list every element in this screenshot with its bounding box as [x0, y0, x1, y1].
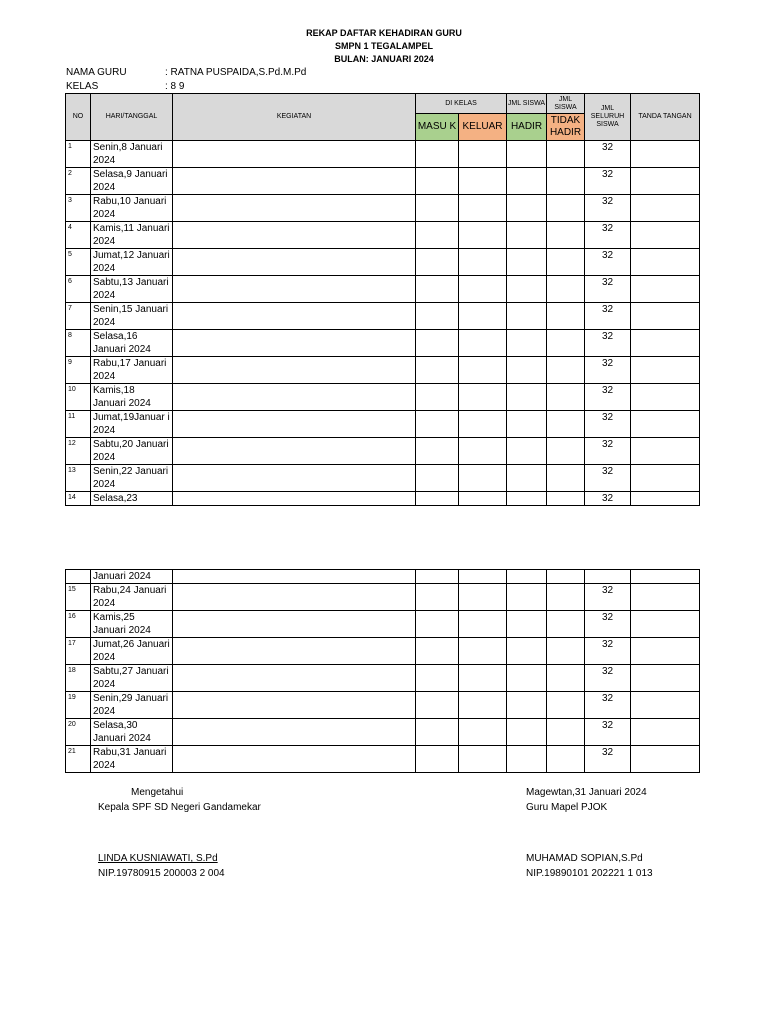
- row-signature: [631, 492, 700, 506]
- header-masuk: MASU K: [416, 114, 459, 141]
- row-masuk: [416, 168, 459, 195]
- row-date: Senin,29 Januari 2024: [91, 692, 173, 719]
- table-row: [66, 249, 700, 276]
- row-tidak-hadir: [547, 719, 585, 746]
- table-row: [66, 303, 700, 330]
- row-masuk: [416, 638, 459, 665]
- row-no: 19: [66, 692, 91, 719]
- row-total: 32: [585, 384, 631, 411]
- row-activity: [173, 384, 416, 411]
- row-signature: [631, 719, 700, 746]
- row-signature: [631, 584, 700, 611]
- row-keluar: [459, 584, 507, 611]
- row-hadir: [507, 357, 547, 384]
- table-row: [66, 719, 700, 746]
- row-total: 32: [585, 638, 631, 665]
- row-date: Senin,22 Januari 2024: [91, 465, 173, 492]
- row-hadir: [507, 195, 547, 222]
- left-name: LINDA KUSNIAWATI, S.Pd: [98, 853, 218, 864]
- teacher-value: : RATNA PUSPAIDA,S.Pd.M.Pd: [165, 67, 307, 78]
- document-title: REKAP DAFTAR KEHADIRAN GURU: [306, 28, 462, 38]
- row-no: 15: [66, 584, 91, 611]
- row-signature: [631, 141, 700, 168]
- row-hadir: [507, 249, 547, 276]
- attendance-table-page-1: [65, 93, 700, 506]
- row-activity: [173, 465, 416, 492]
- row-tidak-hadir: [547, 570, 585, 584]
- row-hadir: [507, 465, 547, 492]
- row-keluar: [459, 222, 507, 249]
- row-signature: [631, 384, 700, 411]
- table-row: [66, 384, 700, 411]
- row-tidak-hadir: [547, 276, 585, 303]
- row-tidak-hadir: [547, 411, 585, 438]
- attendance-table-page-2: [65, 569, 700, 773]
- table-row: [66, 357, 700, 384]
- row-keluar: [459, 195, 507, 222]
- table-row: [66, 665, 700, 692]
- row-signature: [631, 357, 700, 384]
- right-place-date: Magewtan,31 Januari 2024: [526, 787, 647, 798]
- row-hadir: [507, 141, 547, 168]
- school-name: SMPN 1 TEGALAMPEL: [334, 41, 433, 51]
- row-tidak-hadir: [547, 330, 585, 357]
- row-activity: [173, 746, 416, 773]
- table-row: [66, 692, 700, 719]
- row-activity: [173, 570, 416, 584]
- class-value: : 8 9: [165, 81, 185, 92]
- row-masuk: [416, 330, 459, 357]
- row-hadir: [507, 438, 547, 465]
- row-no: 10: [66, 384, 91, 411]
- row-activity: [173, 692, 416, 719]
- row-masuk: [416, 570, 459, 584]
- row-masuk: [416, 195, 459, 222]
- row-masuk: [416, 611, 459, 638]
- row-hadir: [507, 168, 547, 195]
- row-keluar: [459, 168, 507, 195]
- header-date: HARI/TANGGAL: [91, 94, 173, 141]
- row-total: [585, 570, 631, 584]
- row-no: 13: [66, 465, 91, 492]
- row-tidak-hadir: [547, 746, 585, 773]
- row-hadir: [507, 584, 547, 611]
- row-masuk: [416, 141, 459, 168]
- header-tidak-hadir: TIDAK HADIR: [547, 114, 585, 141]
- class-label: KELAS: [66, 81, 99, 92]
- row-activity: [173, 222, 416, 249]
- row-masuk: [416, 384, 459, 411]
- row-hadir: [507, 276, 547, 303]
- row-keluar: [459, 141, 507, 168]
- row-total: 32: [585, 465, 631, 492]
- row-no: 12: [66, 438, 91, 465]
- row-hadir: [507, 303, 547, 330]
- row-tidak-hadir: [547, 249, 585, 276]
- row-masuk: [416, 692, 459, 719]
- row-date: Jumat,26 Januari 2024: [91, 638, 173, 665]
- row-total: 32: [585, 249, 631, 276]
- left-nip: NIP.19780915 200003 2 004: [98, 868, 225, 879]
- row-total: 32: [585, 692, 631, 719]
- row-total: 32: [585, 746, 631, 773]
- row-total: 32: [585, 168, 631, 195]
- row-signature: [631, 438, 700, 465]
- row-signature: [631, 465, 700, 492]
- row-no: 20: [66, 719, 91, 746]
- row-no: 5: [66, 249, 91, 276]
- row-keluar: [459, 665, 507, 692]
- row-no: 1: [66, 141, 91, 168]
- right-role: Guru Mapel PJOK: [526, 802, 608, 813]
- row-date: Sabtu,13 Januari 2024: [91, 276, 173, 303]
- row-activity: [173, 249, 416, 276]
- header-absent-count: JML SISWA: [547, 94, 585, 114]
- table-row: [66, 492, 700, 506]
- teacher-label: NAMA GURU: [66, 67, 127, 78]
- row-hadir: [507, 492, 547, 506]
- row-tidak-hadir: [547, 357, 585, 384]
- row-date: Rabu,24 Januari 2024: [91, 584, 173, 611]
- row-total: 32: [585, 719, 631, 746]
- header-hadir: HADIR: [507, 114, 547, 141]
- row-masuk: [416, 719, 459, 746]
- table-row: [66, 411, 700, 438]
- row-tidak-hadir: [547, 222, 585, 249]
- row-tidak-hadir: [547, 168, 585, 195]
- row-signature: [631, 222, 700, 249]
- row-signature: [631, 195, 700, 222]
- row-date: Kamis,18 Januari 2024: [91, 384, 173, 411]
- row-total: 32: [585, 438, 631, 465]
- left-role: Kepala SPF SD Negeri Gandamekar: [98, 802, 261, 813]
- row-date: Sabtu,20 Januari 2024: [91, 438, 173, 465]
- row-activity: [173, 719, 416, 746]
- row-no: 3: [66, 195, 91, 222]
- row-masuk: [416, 746, 459, 773]
- row-keluar: [459, 692, 507, 719]
- row-hadir: [507, 719, 547, 746]
- row-tidak-hadir: [547, 638, 585, 665]
- row-total: 32: [585, 611, 631, 638]
- row-activity: [173, 411, 416, 438]
- table-row: [66, 611, 700, 638]
- row-keluar: [459, 746, 507, 773]
- header-in-class: DI KELAS: [416, 94, 507, 114]
- table-row: [66, 195, 700, 222]
- row-hadir: [507, 746, 547, 773]
- row-masuk: [416, 303, 459, 330]
- row-no: [66, 570, 91, 584]
- row-date: Selasa,30 Januari 2024: [91, 719, 173, 746]
- row-tidak-hadir: [547, 438, 585, 465]
- row-activity: [173, 276, 416, 303]
- row-no: 9: [66, 357, 91, 384]
- table-row: [66, 746, 700, 773]
- row-date: Jumat,12 Januari 2024: [91, 249, 173, 276]
- row-signature: [631, 276, 700, 303]
- row-keluar: [459, 570, 507, 584]
- row-keluar: [459, 492, 507, 506]
- table-row: [66, 465, 700, 492]
- row-hadir: [507, 611, 547, 638]
- table-row: [66, 141, 700, 168]
- row-signature: [631, 303, 700, 330]
- row-signature: [631, 411, 700, 438]
- row-hadir: [507, 411, 547, 438]
- row-total: 32: [585, 276, 631, 303]
- row-signature: [631, 330, 700, 357]
- row-tidak-hadir: [547, 303, 585, 330]
- row-date: Kamis,25 Januari 2024: [91, 611, 173, 638]
- row-hadir: [507, 638, 547, 665]
- row-hadir: [507, 692, 547, 719]
- row-activity: [173, 438, 416, 465]
- row-total: 32: [585, 330, 631, 357]
- row-tidak-hadir: [547, 611, 585, 638]
- row-activity: [173, 303, 416, 330]
- header-activity: KEGIATAN: [173, 94, 416, 141]
- row-date: Senin,15 Januari 2024: [91, 303, 173, 330]
- row-signature: [631, 570, 700, 584]
- table-row: [66, 330, 700, 357]
- row-masuk: [416, 492, 459, 506]
- table-row: [66, 584, 700, 611]
- row-total: 32: [585, 584, 631, 611]
- row-total: 32: [585, 492, 631, 506]
- row-tidak-hadir: [547, 584, 585, 611]
- table-row: [66, 570, 700, 584]
- row-activity: [173, 168, 416, 195]
- row-hadir: [507, 665, 547, 692]
- row-date: Selasa,9 Januari 2024: [91, 168, 173, 195]
- row-keluar: [459, 249, 507, 276]
- row-masuk: [416, 222, 459, 249]
- row-keluar: [459, 465, 507, 492]
- row-activity: [173, 141, 416, 168]
- row-masuk: [416, 665, 459, 692]
- row-total: 32: [585, 411, 631, 438]
- row-masuk: [416, 411, 459, 438]
- row-tidak-hadir: [547, 492, 585, 506]
- row-date: Kamis,11 Januari 2024: [91, 222, 173, 249]
- row-date: Rabu,17 Januari 2024: [91, 357, 173, 384]
- row-date: Januari 2024: [91, 570, 173, 584]
- row-signature: [631, 611, 700, 638]
- row-no: 7: [66, 303, 91, 330]
- table-row: [66, 168, 700, 195]
- row-keluar: [459, 303, 507, 330]
- row-no: 18: [66, 665, 91, 692]
- right-name: MUHAMAD SOPIAN,S.Pd: [526, 853, 643, 864]
- row-no: 6: [66, 276, 91, 303]
- row-date: Rabu,31 Januari 2024: [91, 746, 173, 773]
- row-keluar: [459, 276, 507, 303]
- row-total: 32: [585, 222, 631, 249]
- row-date: Selasa,16 Januari 2024: [91, 330, 173, 357]
- row-date: Sabtu,27 Januari 2024: [91, 665, 173, 692]
- row-no: 14: [66, 492, 91, 506]
- header-keluar: KELUAR: [459, 114, 507, 141]
- row-masuk: [416, 357, 459, 384]
- row-activity: [173, 611, 416, 638]
- row-masuk: [416, 249, 459, 276]
- row-no: 16: [66, 611, 91, 638]
- row-no: 17: [66, 638, 91, 665]
- row-total: 32: [585, 303, 631, 330]
- row-total: 32: [585, 195, 631, 222]
- row-tidak-hadir: [547, 465, 585, 492]
- row-keluar: [459, 719, 507, 746]
- header-total: JML SELURUH SISWA: [585, 94, 631, 141]
- row-no: 21: [66, 746, 91, 773]
- row-activity: [173, 195, 416, 222]
- row-activity: [173, 665, 416, 692]
- row-signature: [631, 746, 700, 773]
- row-signature: [631, 249, 700, 276]
- table-row: [66, 638, 700, 665]
- header-signature: TANDA TANGAN: [631, 94, 700, 141]
- table-row: [66, 222, 700, 249]
- row-date: Selasa,23: [91, 492, 173, 506]
- row-keluar: [459, 384, 507, 411]
- row-activity: [173, 638, 416, 665]
- row-date: Senin,8 Januari 2024: [91, 141, 173, 168]
- header-present-count: JML SISWA: [507, 94, 547, 114]
- row-total: 32: [585, 665, 631, 692]
- row-activity: [173, 357, 416, 384]
- table-row: [66, 438, 700, 465]
- row-no: 4: [66, 222, 91, 249]
- row-keluar: [459, 357, 507, 384]
- row-no: 8: [66, 330, 91, 357]
- row-hadir: [507, 384, 547, 411]
- row-signature: [631, 638, 700, 665]
- row-total: 32: [585, 141, 631, 168]
- row-activity: [173, 492, 416, 506]
- row-date: Rabu,10 Januari 2024: [91, 195, 173, 222]
- row-keluar: [459, 330, 507, 357]
- row-keluar: [459, 638, 507, 665]
- row-keluar: [459, 438, 507, 465]
- row-tidak-hadir: [547, 665, 585, 692]
- row-tidak-hadir: [547, 141, 585, 168]
- left-caption: Mengetahui: [131, 787, 184, 798]
- row-signature: [631, 692, 700, 719]
- row-masuk: [416, 438, 459, 465]
- row-activity: [173, 584, 416, 611]
- row-activity: [173, 330, 416, 357]
- row-masuk: [416, 465, 459, 492]
- table-row: [66, 276, 700, 303]
- row-tidak-hadir: [547, 692, 585, 719]
- row-tidak-hadir: [547, 384, 585, 411]
- row-keluar: [459, 411, 507, 438]
- row-no: 2: [66, 168, 91, 195]
- row-masuk: [416, 584, 459, 611]
- right-nip: NIP.19890101 202221 1 013: [526, 868, 653, 879]
- row-signature: [631, 168, 700, 195]
- row-signature: [631, 665, 700, 692]
- row-hadir: [507, 570, 547, 584]
- row-total: 32: [585, 357, 631, 384]
- row-no: 11: [66, 411, 91, 438]
- row-tidak-hadir: [547, 195, 585, 222]
- row-hadir: [507, 330, 547, 357]
- month-label: BULAN: JANUARI 2024: [334, 54, 434, 64]
- row-date: Jumat,19Januar i 2024: [91, 411, 173, 438]
- row-hadir: [507, 222, 547, 249]
- row-masuk: [416, 276, 459, 303]
- header-no: NO: [66, 94, 91, 141]
- row-keluar: [459, 611, 507, 638]
